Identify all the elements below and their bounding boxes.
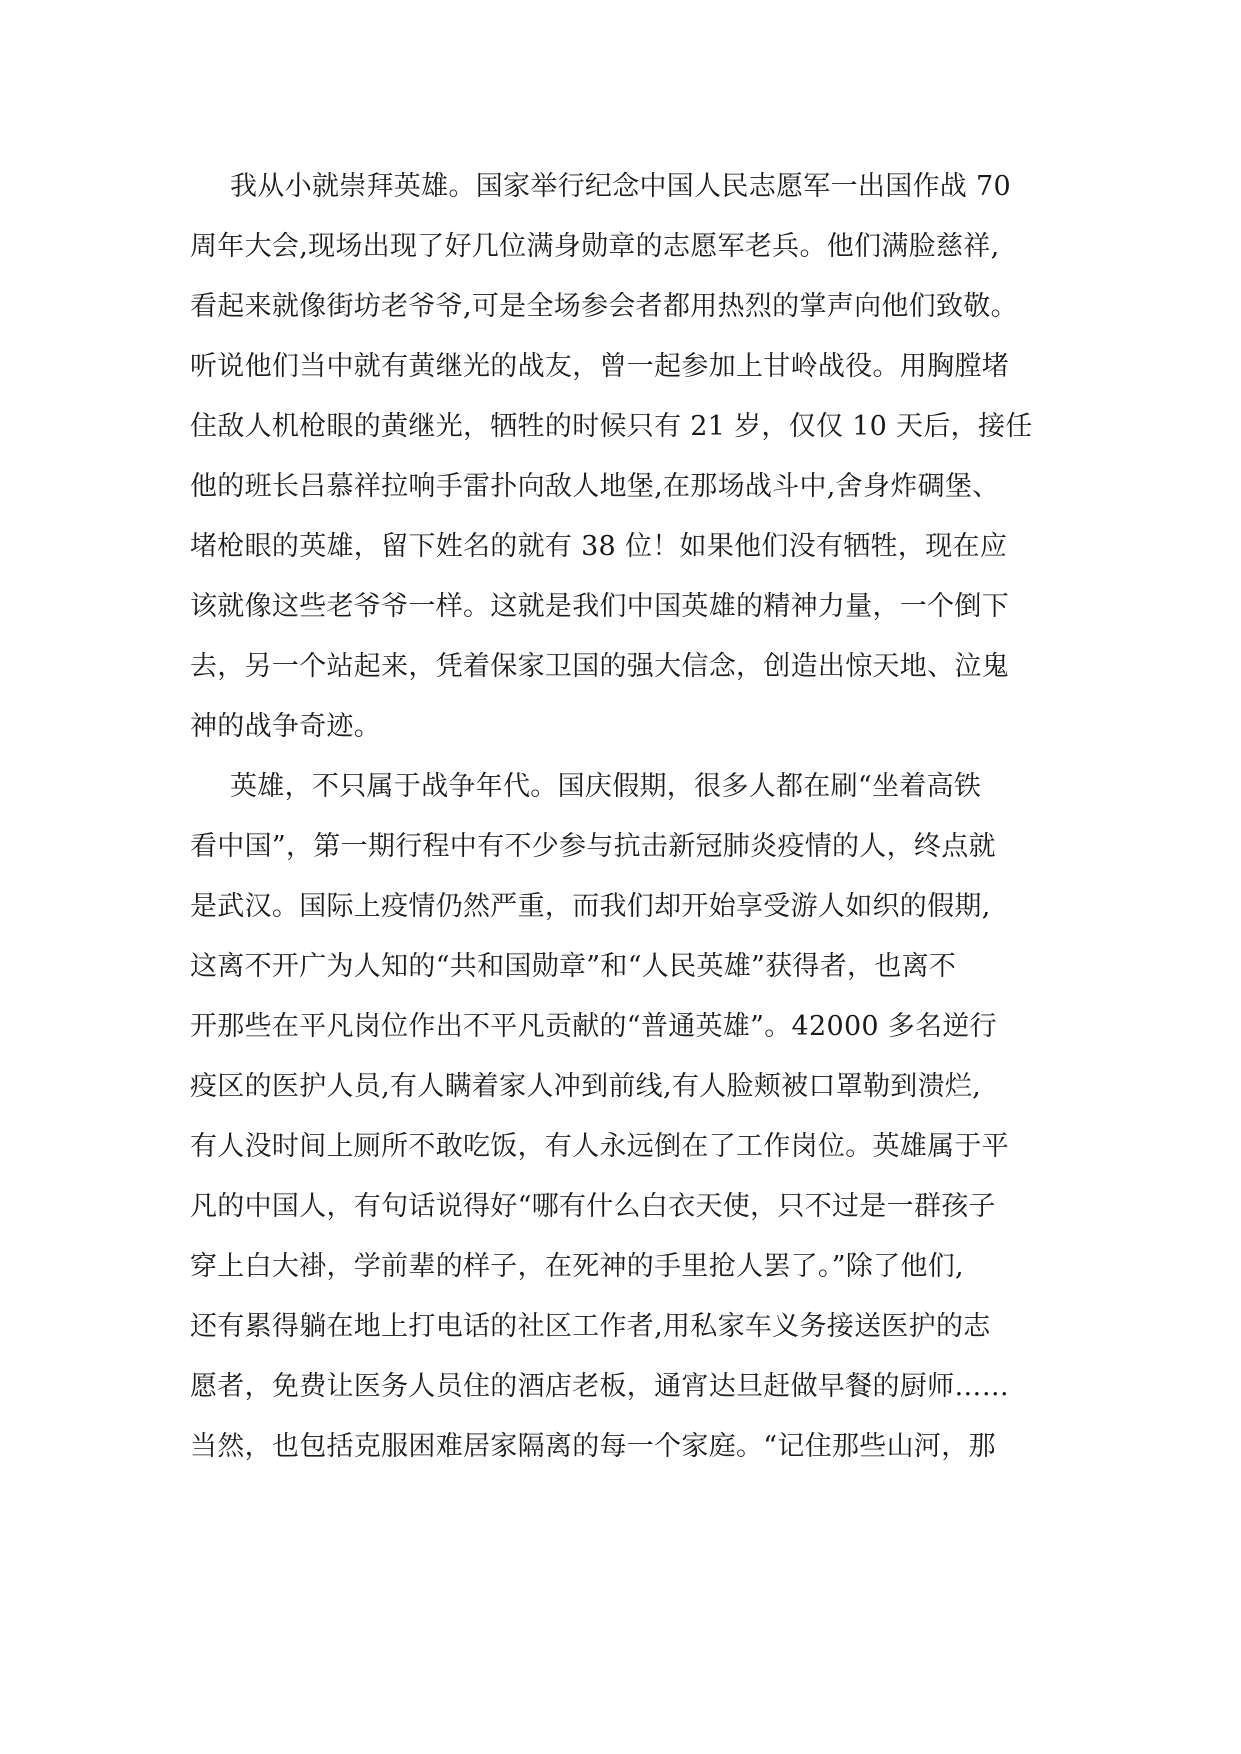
paragraph-1-line-2: 周年大会,现场出现了好几位满身勋章的志愿军老兵。他们满脸慈祥, — [190, 231, 1000, 262]
paragraph-2-line-9: 穿上白大褂，学前辈的样子，在死神的手里抢人罢了。”除了他们, — [190, 1251, 964, 1282]
paragraph-2-line-5: 开那些在平凡岗位作出不平凡贡献的“普通英雄”。42000 多名逆行 — [190, 1011, 997, 1042]
paragraph-2-line-12: 当然，也包括克服困难居家隔离的每一个家庭。“记住那些山河，那 — [190, 1431, 996, 1462]
paragraph-1-line-4: 听说他们当中就有黄继光的战友，曾一起参加上甘岭战役。用胸膛堵 — [190, 351, 1009, 382]
paragraph-1-line-9: 去，另一个站起来，凭着保家卫国的强大信念，创造出惊天地、泣鬼 — [190, 651, 1009, 682]
paragraph-2-line-11: 愿者，免费让医务人员住的酒店老板，通宵达旦赶做早餐的厨师…… — [190, 1371, 1009, 1402]
paragraph-1-line-3: 看起来就像街坊老爷爷,可是全场参会者都用热烈的掌声向他们致敬。 — [190, 291, 1018, 322]
paragraph-2-line-3: 是武汉。国际上疫情仍然严重，而我们却开始享受游人如织的假期, — [190, 891, 991, 922]
paragraph-1-line-7: 堵枪眼的英雄，留下姓名的就有 38 位！如果他们没有牺牲，现在应 — [190, 531, 1008, 562]
paragraph-2-line-7: 有人没时间上厕所不敢吃饭，有人永远倒在了工作岗位。英雄属于平 — [190, 1131, 1009, 1162]
paragraph-2-line-8: 凡的中国人，有句话说得好“哪有什么白衣天使，只不过是一群孩子 — [190, 1191, 996, 1222]
paragraph-1-line-5: 住敌人机枪眼的黄继光，牺牲的时候只有 21 岁，仅仅 10 天后，接任 — [190, 411, 1033, 442]
paragraph-1-line-8: 该就像这些老爷爷一样。这就是我们中国英雄的精神力量，一个倒下 — [190, 591, 1009, 622]
paragraph-1-line-6: 他的班长吕慕祥拉响手雷扑向敌人地堡,在那场战斗中,舍身炸碉堡、 — [190, 471, 1000, 502]
body-text — [190, 157, 1090, 1477]
paragraph-2-line-4: 这离不开广为人知的“共和国勋章”和“人民英雄”获得者，也离不 — [190, 951, 957, 982]
paragraph-2-line-1: 英雄，不只属于战争年代。国庆假期，很多人都在刷“坐着高铁 — [230, 771, 982, 802]
paragraph-1-line-10: 神的战争奇迹。 — [190, 711, 382, 742]
paragraph-2-line-10: 还有累得躺在地上打电话的社区工作者,用私家车义务接送医护的志 — [190, 1311, 991, 1342]
paragraph-1-line-1: 我从小就崇拜英雄。国家举行纪念中国人民志愿军一出国作战 70 — [230, 171, 1011, 202]
paragraph-2-line-6: 疫区的医护人员,有人瞒着家人冲到前线,有人脸颊被口罩勒到溃烂, — [190, 1071, 982, 1102]
paragraph-2-line-2: 看中国”，第一期行程中有不少参与抗击新冠肺炎疫情的人，终点就 — [190, 831, 996, 862]
